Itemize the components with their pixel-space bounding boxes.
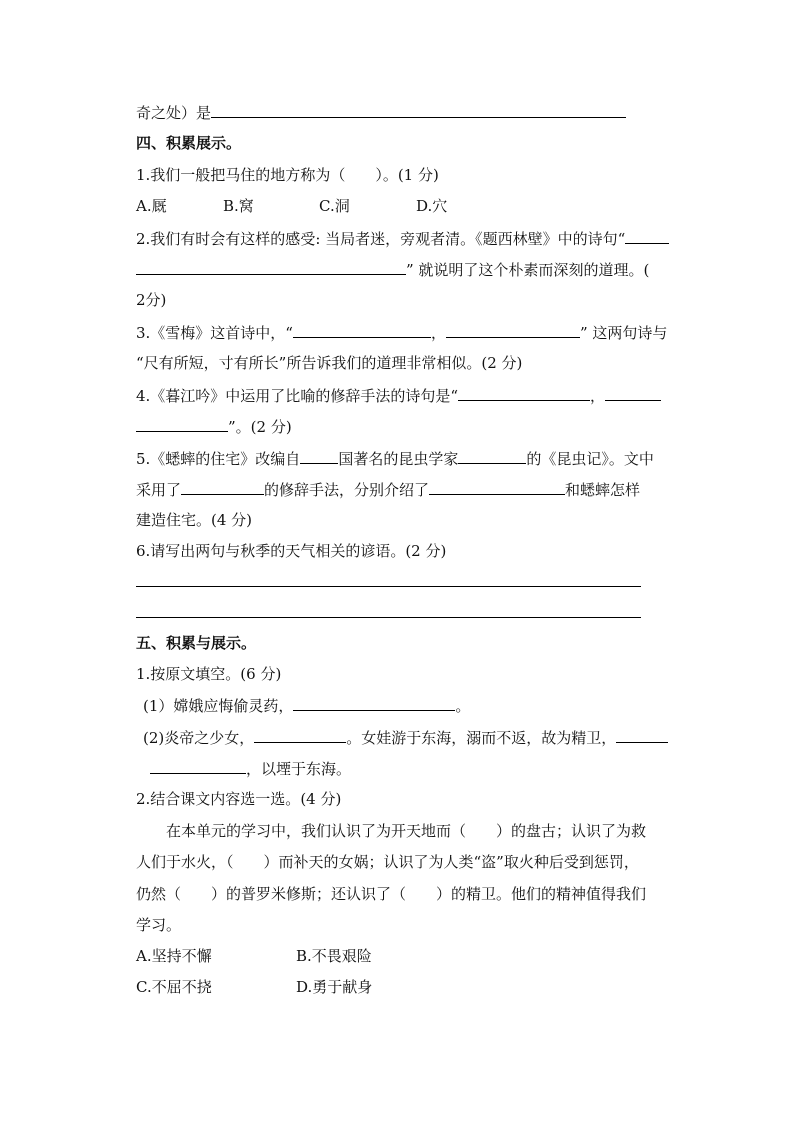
- passage-line-2: 人们于水火，（ ）而补天的女娲；认识了为人类“盗”取火种后受到惩罚，: [136, 853, 639, 871]
- question-4-3-line2: “尺有所短，寸有所长”所告诉我们的道理非常相似。(2 分): [136, 354, 523, 372]
- answer-blank[interactable]: [605, 385, 661, 401]
- option-a[interactable]: A.坚持不懈: [136, 947, 212, 965]
- passage-line-1: 在本单元的学习中，我们认识了为开天地而（ ）的盘古；认识了为救: [166, 822, 647, 840]
- question-4-3-line1: [136, 322, 667, 343]
- answer-blank[interactable]: [616, 727, 668, 743]
- answer-line[interactable]: [136, 617, 641, 618]
- answer-blank[interactable]: [458, 448, 526, 464]
- question-4-5-line3: 建造住宅。(4 分): [136, 511, 253, 529]
- answer-blank[interactable]: [446, 322, 580, 338]
- option-d[interactable]: D.勇于献身: [296, 978, 373, 996]
- question-4-5-line2: [136, 479, 640, 500]
- answer-blank[interactable]: [136, 416, 228, 432]
- option-b[interactable]: B.窝: [223, 197, 254, 215]
- question-5-1-item2-cont: [150, 758, 351, 779]
- question-5-1-item2: [143, 727, 668, 748]
- question-text: ，以堙于东海。: [246, 760, 352, 778]
- question-4-2-line1: [136, 228, 669, 249]
- question-text: 4.《暮江吟》中运用了比喻的修辞手法的诗句是“: [136, 387, 458, 405]
- question-5-1: 1.按原文填空。(6 分): [136, 665, 282, 683]
- answer-line[interactable]: [136, 586, 641, 587]
- section-5-heading: 五、积累与展示。: [136, 634, 257, 652]
- question-text: 2.我们有时会有这样的感受: 当局者迷，旁观者清。《题西林壁》中的诗句“: [136, 230, 626, 248]
- question-text: ” 就说明了这个朴素而深刻的道理。(: [406, 261, 650, 279]
- answer-blank[interactable]: [150, 758, 246, 774]
- answer-blank[interactable]: [293, 695, 455, 711]
- question-text: 的修辞手法，分别介绍了: [264, 481, 430, 499]
- question-text: (1）嫦娥应悔偷灵药，: [143, 697, 294, 715]
- answer-blank[interactable]: [300, 448, 338, 464]
- question-text: ” 这两句诗与: [580, 324, 668, 342]
- question-4-4-line2: [136, 416, 292, 437]
- question-text: (2)炎帝之少女，: [143, 729, 255, 747]
- question-text: 国著名的昆虫学家: [338, 450, 459, 468]
- question-5-2: 2.结合课文内容选一选。(4 分): [136, 790, 342, 808]
- question-text: 。女娃游于东海，溺而不返，故为精卫，: [346, 729, 617, 747]
- continued-text: 奇之处）是: [136, 104, 212, 122]
- answer-blank[interactable]: [625, 228, 669, 244]
- question-text: 3.《雪梅》这首诗中，“: [136, 324, 293, 342]
- passage-line-4: 学习。: [136, 916, 182, 934]
- section-4-heading: 四、积累展示。: [136, 134, 242, 152]
- question-text: 采用了: [136, 481, 182, 499]
- answer-blank[interactable]: [458, 385, 590, 401]
- continued-line: [136, 102, 626, 123]
- option-b[interactable]: B.不畏艰险: [296, 947, 372, 965]
- answer-blank[interactable]: [211, 102, 626, 118]
- question-4-4-line1: [136, 385, 661, 406]
- separator: ，: [430, 324, 446, 342]
- option-a[interactable]: A.厩: [136, 197, 167, 215]
- answer-blank[interactable]: [254, 727, 346, 743]
- separator: ，: [589, 387, 605, 405]
- question-4-6: 6.请写出两句与秋季的天气相关的谚语。(2 分): [136, 542, 447, 560]
- question-text: 5.《蟋蟀的住宅》改编自: [136, 450, 301, 468]
- question-4-2-line2: [136, 259, 649, 280]
- question-4-1: 1.我们一般把马住的地方称为（ ）。(1 分): [136, 166, 439, 184]
- answer-blank[interactable]: [293, 322, 431, 338]
- question-4-5-line1: [136, 448, 654, 469]
- answer-blank[interactable]: [429, 479, 565, 495]
- question-4-2-line3: 2分): [136, 291, 167, 309]
- passage-line-3: 仍然（ ）的普罗米修斯；还认识了（ ）的精卫。他们的精神值得我们: [136, 885, 647, 903]
- option-c[interactable]: C.洞: [319, 197, 350, 215]
- answer-blank[interactable]: [181, 479, 264, 495]
- answer-blank[interactable]: [136, 259, 406, 275]
- question-text: 的《昆虫记》。文中: [526, 450, 654, 468]
- separator: 。: [455, 697, 471, 715]
- question-5-1-item1: [143, 695, 470, 716]
- option-d[interactable]: D.穴: [416, 197, 448, 215]
- option-c[interactable]: C.不屈不挠: [136, 978, 212, 996]
- question-text: 和蟋蟀怎样: [565, 481, 641, 499]
- question-text: ”。(2 分): [228, 418, 292, 436]
